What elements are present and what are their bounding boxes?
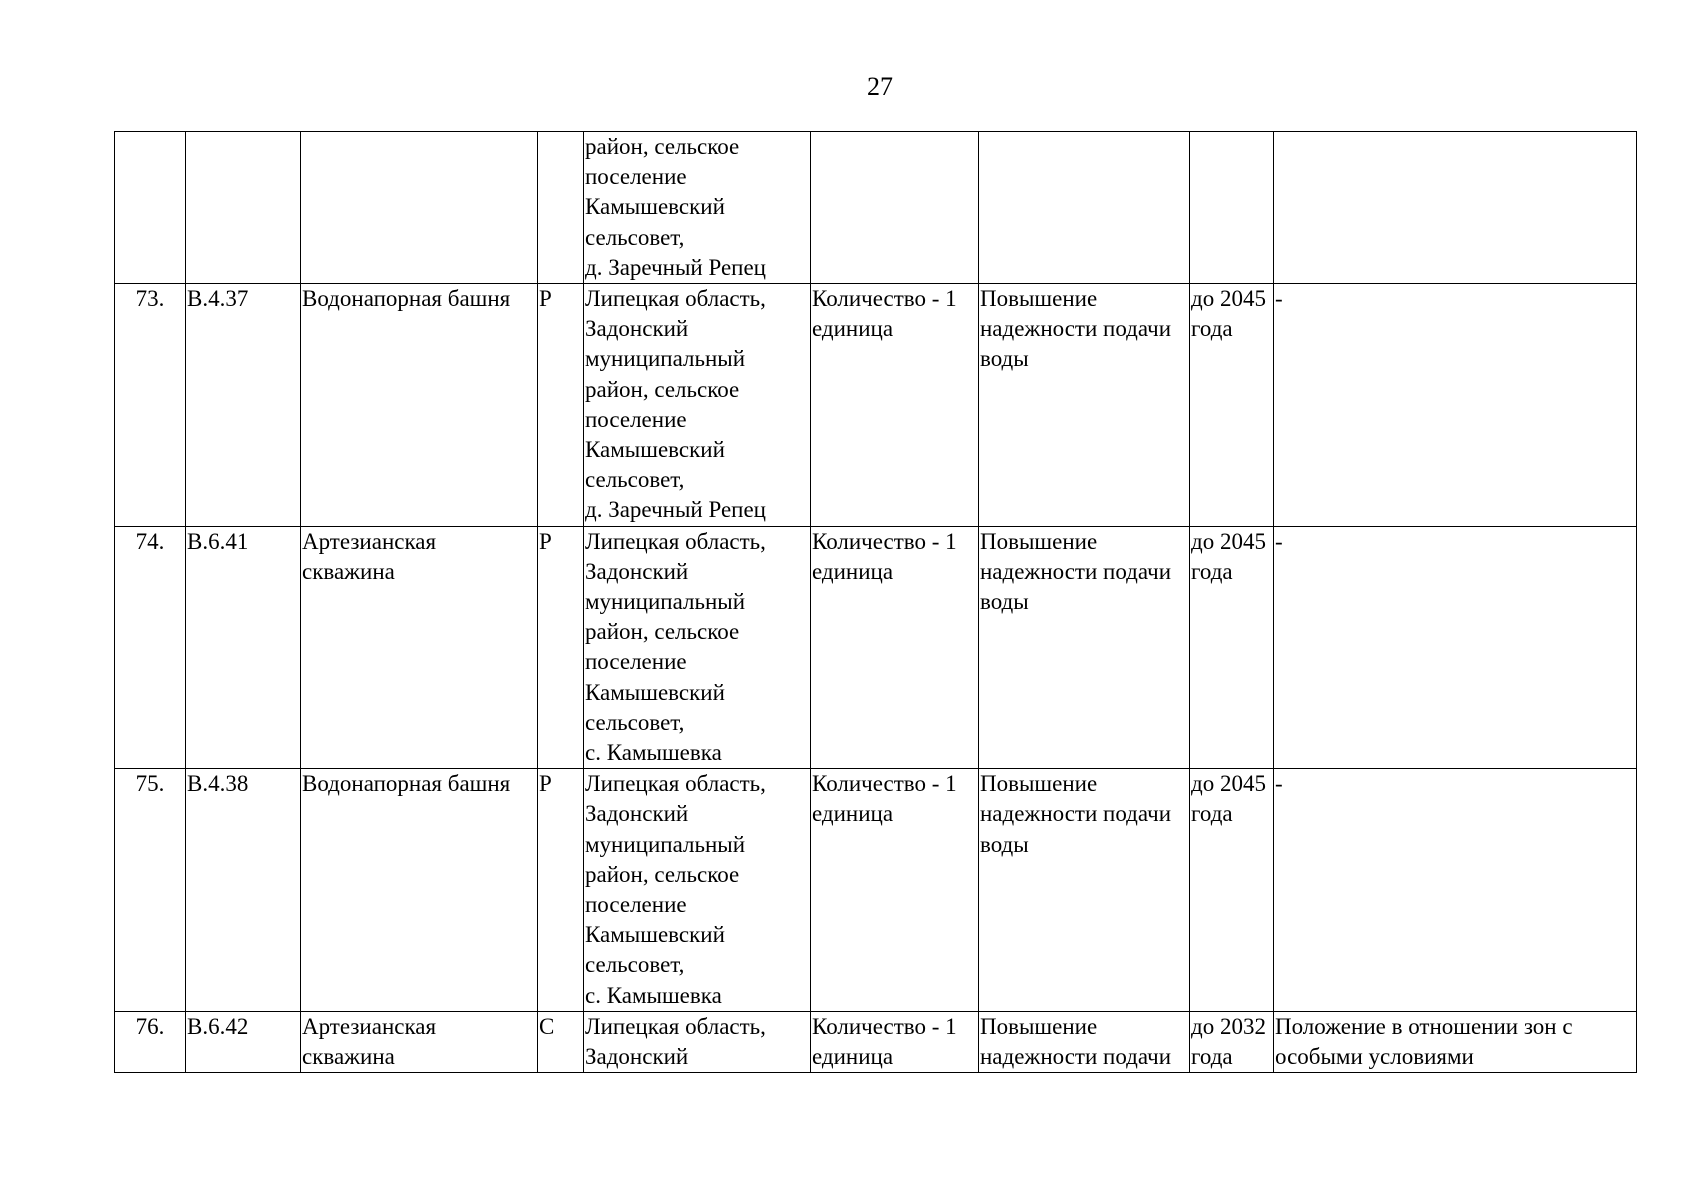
object-zones-cell: - [1274,526,1637,769]
object-deadline-cell [1190,132,1274,284]
object-purpose-cell: Повышение надежности подачи воды [979,769,1190,1012]
row-number-cell: 76. [115,1011,186,1072]
object-code-cell: В.6.41 [186,526,301,769]
object-location-cell: район, сельское поселение Камышевский сельсовет, д. Заречный Репец [584,132,811,284]
object-status-cell: Р [538,769,584,1012]
object-zones-cell: - [1274,284,1637,527]
object-deadline-cell: до 2045 года [1190,526,1274,769]
object-deadline-cell: до 2032 года [1190,1011,1274,1072]
object-purpose-cell: Повышение надежности подачи воды [979,526,1190,769]
object-status-cell: Р [538,526,584,769]
table-row [115,132,1637,284]
object-zones-cell [1274,132,1637,284]
object-code-cell: В.6.42 [186,1011,301,1072]
object-quantity-cell: Количество - 1 единица [811,284,979,527]
object-deadline-cell: до 2045 года [1190,284,1274,527]
row-number-cell: 75. [115,769,186,1012]
object-name-cell: Водонапорная башня [301,284,538,527]
object-status-cell: Р [538,284,584,527]
object-code-cell [186,132,301,284]
object-status-cell: С [538,1011,584,1072]
object-location-cell: Липецкая область, Задонский муниципальный район, сельское поселение Камышевский сельсовет, д. Заречный Репец [584,284,811,527]
object-deadline-cell: до 2045 года [1190,769,1274,1012]
page-number: 27 [867,72,893,101]
object-location-cell: Липецкая область, Задонский муниципальный район, сельское поселение Камышевский сельсовет, с. Камышевка [584,526,811,769]
table-row [115,526,1637,769]
object-purpose-cell: Повышение надежности подачи воды [979,284,1190,527]
object-location-cell: Липецкая область, Задонский муниципальный район, сельское поселение Камышевский сельсовет, с. Камышевка [584,769,811,1012]
object-name-cell: Артезианская скважина [301,1011,538,1072]
object-quantity-cell: Количество - 1 единица [811,1011,979,1072]
table-row [115,284,1637,527]
object-quantity-cell: Количество - 1 единица [811,526,979,769]
object-quantity-cell: Количество - 1 единица [811,769,979,1012]
object-status-cell [538,132,584,284]
row-number-cell [115,132,186,284]
object-name-cell: Водонапорная башня [301,769,538,1012]
objects-table [114,131,1637,1073]
object-quantity-cell [811,132,979,284]
table-row [115,1011,1637,1072]
object-location-cell: Липецкая область, Задонский [584,1011,811,1072]
object-purpose-cell: Повышение надежности подачи [979,1011,1190,1072]
object-code-cell: В.4.38 [186,769,301,1012]
object-zones-cell: Положение в отношении зон с особыми условиями [1274,1011,1637,1072]
object-code-cell: В.4.37 [186,284,301,527]
object-purpose-cell [979,132,1190,284]
table-row [115,769,1637,1012]
row-number-cell: 74. [115,526,186,769]
object-zones-cell: - [1274,769,1637,1012]
row-number-cell: 73. [115,284,186,527]
object-name-cell [301,132,538,284]
object-name-cell: Артезианская скважина [301,526,538,769]
